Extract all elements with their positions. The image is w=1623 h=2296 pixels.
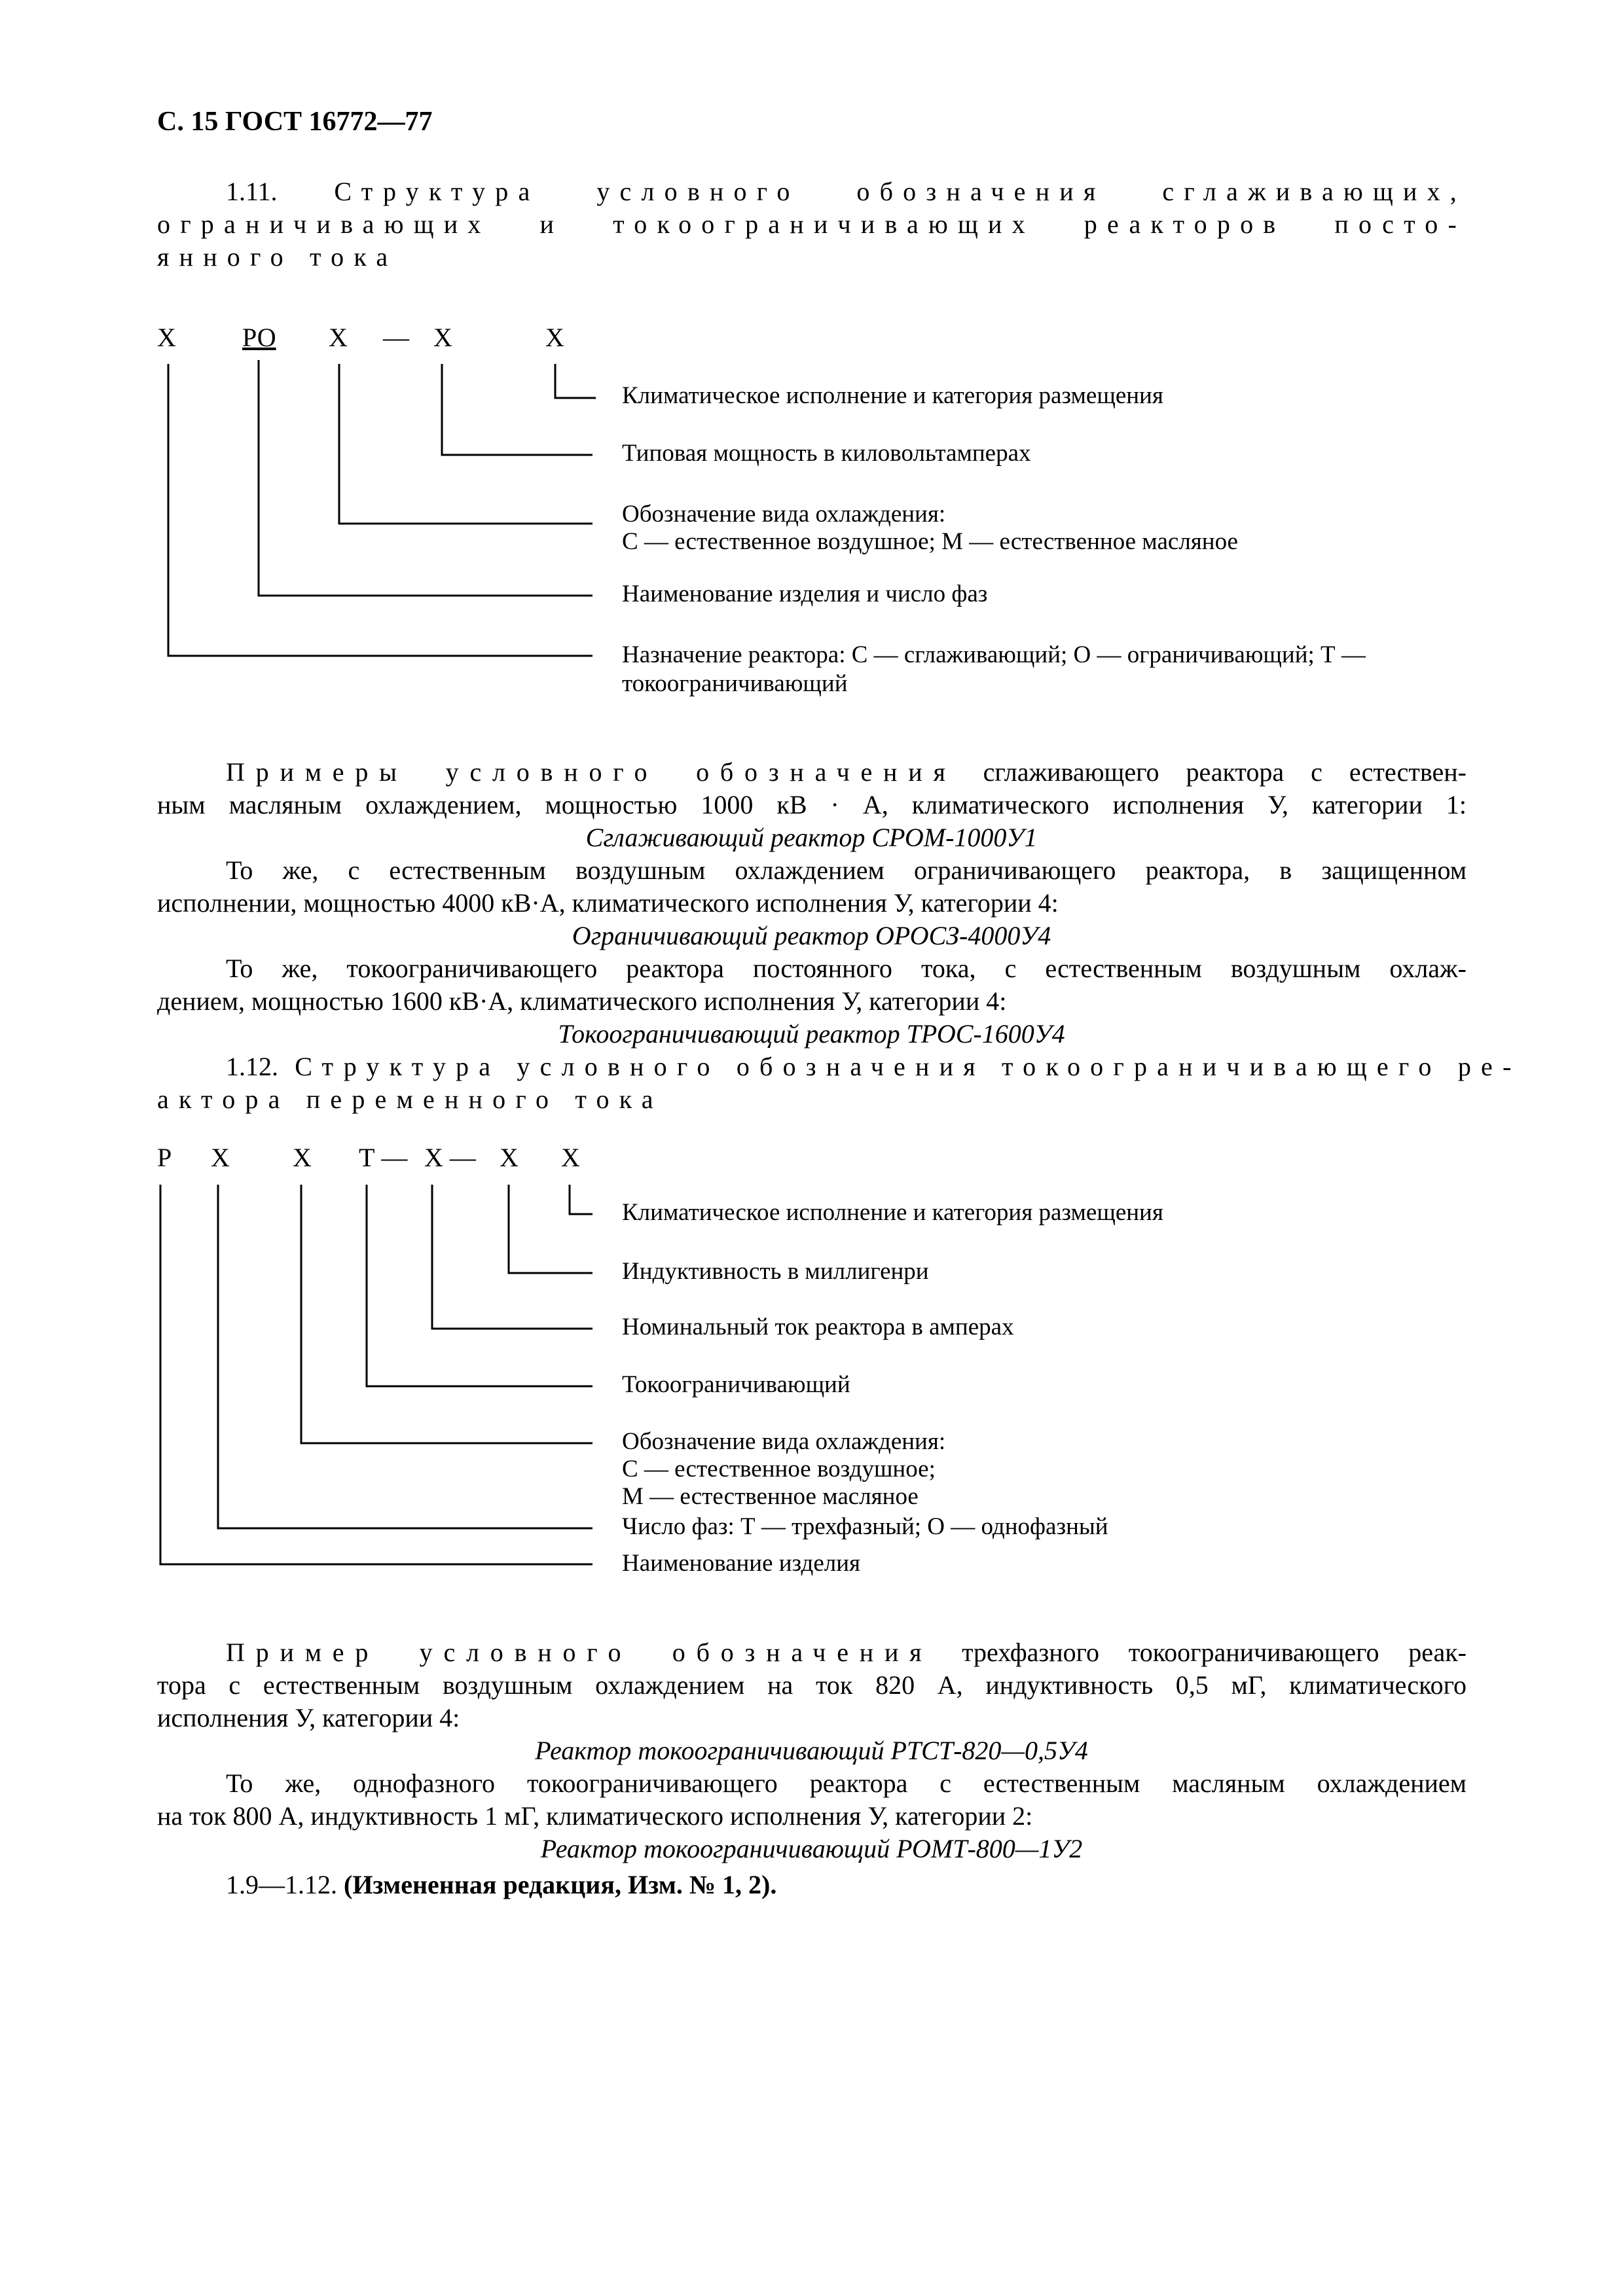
amendment-note bbox=[157, 1869, 1467, 1901]
text-line: То же, с естественным воздушным охлаждением ограничивающего реактора, в защищенном bbox=[226, 855, 1467, 885]
label-phases: Число фаз: Т — трехфазный; О — однофазный bbox=[622, 1513, 1108, 1540]
title-line: янного тока bbox=[157, 242, 398, 272]
code-x4: Х bbox=[545, 323, 564, 352]
text-line: То же, однофазного токоограничивающего реактора с естественным масляным охлаждением bbox=[226, 1768, 1467, 1798]
examples-1-paragraph-3 bbox=[157, 952, 1467, 1018]
text-run: сглаживающего реактора с естествен- bbox=[983, 757, 1467, 787]
label-product-phases: Наименование изделия и число фаз bbox=[622, 581, 988, 607]
label-cooling-values: С — естественное воздушное; М — естественное масляное bbox=[622, 528, 1238, 555]
title-line: ограничивающих и токоограничивающих реакторов посто- bbox=[157, 209, 1467, 239]
code-t: Т — bbox=[359, 1143, 408, 1172]
section-number: 1.11. bbox=[226, 177, 278, 206]
spaced-heading: Пример условного обозначения bbox=[226, 1638, 933, 1667]
label-purpose: Назначение реактора: С — сглаживающий; О — ограничивающий; Т — bbox=[622, 641, 1366, 668]
text-line: дением, мощностью 1600 кВ·А, климатического исполнения У, категории 4: bbox=[157, 986, 1007, 1016]
example-designation-1: Сглаживающий реактор СРОМ-1000У1 bbox=[585, 823, 1038, 852]
example-designation-5: Реактор токоограничивающий РОМТ-800—1У2 bbox=[540, 1834, 1083, 1863]
examples-1-paragraph-2 bbox=[157, 854, 1467, 920]
label-purpose-cont: токоограничивающий bbox=[622, 670, 848, 697]
text-line: тора с естественным воздушным охлаждением на ток 820 А, индуктивность 0,5 мГ, климатического bbox=[157, 1670, 1467, 1700]
label-current-limiting: Токоограничивающий bbox=[622, 1371, 850, 1398]
code-x4: Х bbox=[500, 1143, 519, 1172]
amendment-text: (Измененная редакция, Изм. № 1, 2). bbox=[344, 1870, 777, 1899]
label-cooling-oil: М — естественное масляное bbox=[622, 1483, 919, 1510]
text-line: исполнения У, категории 4: bbox=[157, 1703, 460, 1732]
label-cooling: Обозначение вида охлаждения: bbox=[622, 1428, 946, 1455]
examples-2-paragraph bbox=[157, 1636, 1467, 1734]
label-climate: Климатическое исполнение и категория размещения bbox=[622, 382, 1163, 409]
example-designation-2: Ограничивающий реактор ОРОСЗ-4000У4 bbox=[572, 921, 1051, 950]
code-x2: Х bbox=[329, 323, 348, 352]
title-line: Структура условного обозначения токоограничивающего ре- bbox=[295, 1052, 1522, 1081]
code-x2: Х bbox=[293, 1143, 312, 1172]
section-number: 1.12. bbox=[226, 1052, 278, 1081]
section-1-12-title bbox=[157, 1050, 1522, 1116]
examples-1-paragraph bbox=[157, 756, 1467, 821]
label-product-name: Наименование изделия bbox=[622, 1550, 861, 1577]
code-r: Р bbox=[157, 1143, 172, 1172]
label-current: Номинальный ток реактора в амперах bbox=[622, 1314, 1014, 1340]
code-ro: РО bbox=[242, 323, 276, 352]
code-x3: Х bbox=[433, 323, 452, 352]
text-line: на ток 800 А, индуктивность 1 мГ, климатического исполнения У, категории 2: bbox=[157, 1801, 1033, 1831]
label-inductance: Индуктивность в миллигенри bbox=[622, 1258, 929, 1285]
code-x3: Х — bbox=[424, 1143, 476, 1172]
label-cooling: Обозначение вида охлаждения: bbox=[622, 501, 946, 528]
label-climate: Климатическое исполнение и категория размещения bbox=[622, 1199, 1163, 1226]
text-run: трехфазного токоограничивающего реак- bbox=[962, 1638, 1467, 1667]
text-line: исполнении, мощностью 4000 кВ·А, климатического исполнения У, категории 4: bbox=[157, 888, 1059, 918]
code-x1: Х bbox=[157, 323, 176, 352]
code-dash: — bbox=[383, 323, 409, 352]
example-designation-3: Токоограничивающий реактор ТРОС-1600У4 bbox=[558, 1019, 1065, 1049]
label-cooling-air: С — естественное воздушное; bbox=[622, 1456, 936, 1482]
examples-2-paragraph-2 bbox=[157, 1767, 1467, 1833]
title-line: актора переменного тока bbox=[157, 1085, 663, 1114]
text-line: ным масляным охлаждением, мощностью 1000 кВ · А, климатического исполнения У, категории 1: bbox=[157, 790, 1467, 819]
clause-range: 1.9—1.12. bbox=[226, 1870, 337, 1899]
label-power: Типовая мощность в киловольтамперах bbox=[622, 440, 1031, 467]
title-line: Структура условного обозначения сглаживающих, bbox=[334, 177, 1467, 206]
code-x1: Х bbox=[211, 1143, 230, 1172]
example-designation-4: Реактор токоограничивающий РТСТ-820—0,5У4 bbox=[535, 1736, 1088, 1765]
page-header: С. 15 ГОСТ 16772—77 bbox=[157, 107, 433, 137]
code-x5: Х bbox=[561, 1143, 580, 1172]
spaced-heading: Примеры условного обозначения bbox=[226, 757, 957, 787]
text-line: То же, токоограничивающего реактора постоянного тока, с естественным воздушным охлаж- bbox=[226, 954, 1467, 983]
